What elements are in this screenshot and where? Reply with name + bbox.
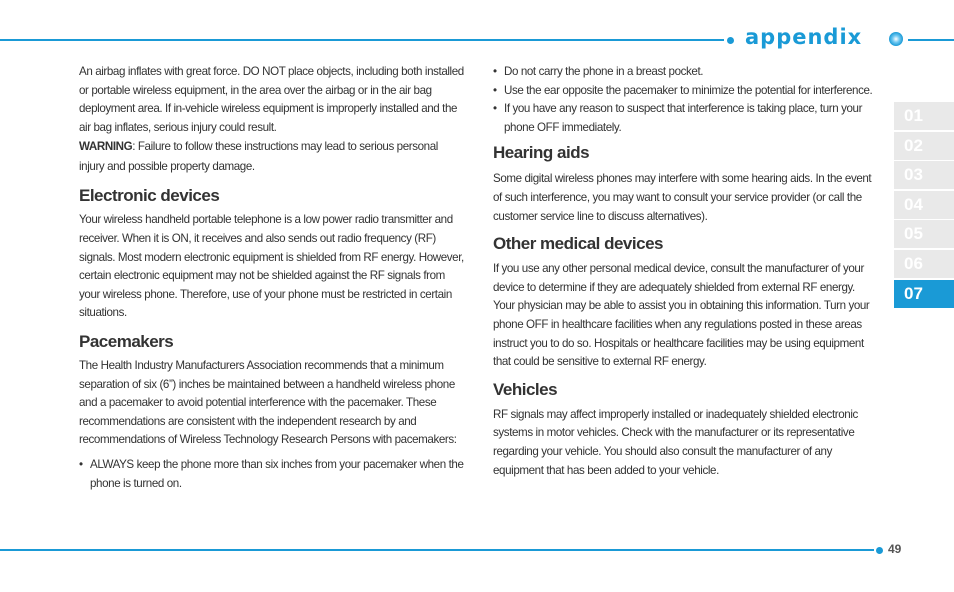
warning-text: : Failure to follow these instructions may lead to serious personal injury and possible property damage. [79,140,438,174]
section-title: appendix [745,25,863,49]
hearing-aids-text: Some digital wireless phones may interfere with some hearing aids. In the event of such interference, you may want to consult your service provider (or call the customer service line to discuss alternatives). [493,172,872,223]
chapter-tab-03[interactable]: 03 [894,161,954,189]
pacemakers-text: The Health Industry Manufacturers Association recommends that a minimum separation of six (6”) inches be maintained between a handheld wireless phone and a pacemaker to avoid potential interference with the pacemaker. These recommendations are consistent with the independent research by and recommendations of Wireless Technology Research Persons with pacemakers: [79,358,457,447]
list-item: • Do not carry the phone in a breast pocket. [493,63,881,82]
chapter-tab-07[interactable]: 07 [894,280,954,308]
chapter-tab-05[interactable]: 05 [894,220,954,248]
list-item: • ALWAYS keep the phone more than six inches from your pacemaker when the phone is turned on. [79,456,464,493]
chapter-tabs [894,102,954,309]
electronic-devices-text: Your wireless handheld portable telephone is a low power radio transmitter and receiver. When it is ON, it receives and also sends out radio frequency (RF) signals. Most modern electronic equipment is shielded from RF energy. However, certain electronic equipment may not be shielded against the RF signals from your wireless phone. Therefore, use of your phone must be restricted in certain situations. [79,213,464,320]
heading-other-medical-devices: Other medical devices [493,234,663,254]
header-rule-right [908,39,954,41]
header-rule-left [0,39,724,41]
warning-label: WARNING [79,140,133,154]
chapter-tab-02[interactable]: 02 [894,132,954,160]
list-item: • Use the ear opposite the pacemaker to minimize the potential for interference. [493,82,881,101]
chapter-tab-01[interactable]: 01 [894,102,954,130]
footer-rule [0,549,874,551]
chapter-tab-04[interactable]: 04 [894,191,954,219]
heading-electronic-devices: Electronic devices [79,186,220,206]
left-column [79,63,464,493]
list-item: • If you have any reason to suspect that interference is taking place, turn your phone OFF immediately. [493,100,881,137]
heading-vehicles: Vehicles [493,379,558,399]
right-column [493,63,881,480]
page-number: 49 [888,542,902,556]
heading-pacemakers: Pacemakers [79,331,174,351]
pacemaker-advice-bullets [493,63,881,137]
warning-paragraph [79,137,464,177]
pacemakers-bullets [79,456,464,493]
other-medical-text-1: If you use any other personal medical device, consult the manufacturer of your device to determine if they are adequately shielded from external RF energy. [493,262,864,294]
chapter-tab-06[interactable]: 06 [894,250,954,278]
vehicles-text: RF signals may affect improperly installed or inadequately shielded electronic systems in motor vehicles. Check with the manufacturer or its representative regarding your vehicle. You should also consult the manufacturer of any equipment that has been added to your vehicle. [493,407,858,477]
heading-hearing-aids: Hearing aids [493,143,590,163]
footer-dot-icon [876,547,883,554]
other-medical-text-2: Your physician may be able to assist you in obtaining this information. Turn your phone OFF in healthcare facilities when any regulations posted in these areas instruct you to do so. Hospitals or healthcare facilities may be using equipment that could be sensitive to external RF energy. [493,299,870,369]
header-dot-icon [727,37,734,44]
header-glow-icon [889,32,903,46]
airbag-intro: An airbag inflates with great force. DO NOT place objects, including both installed or portable wireless equipment, in the area over the airbag or in the air bag deployment area. If in-vehicle wireless equipment is improperly installed and the air bag inflates, serious injury could result. [79,65,464,134]
